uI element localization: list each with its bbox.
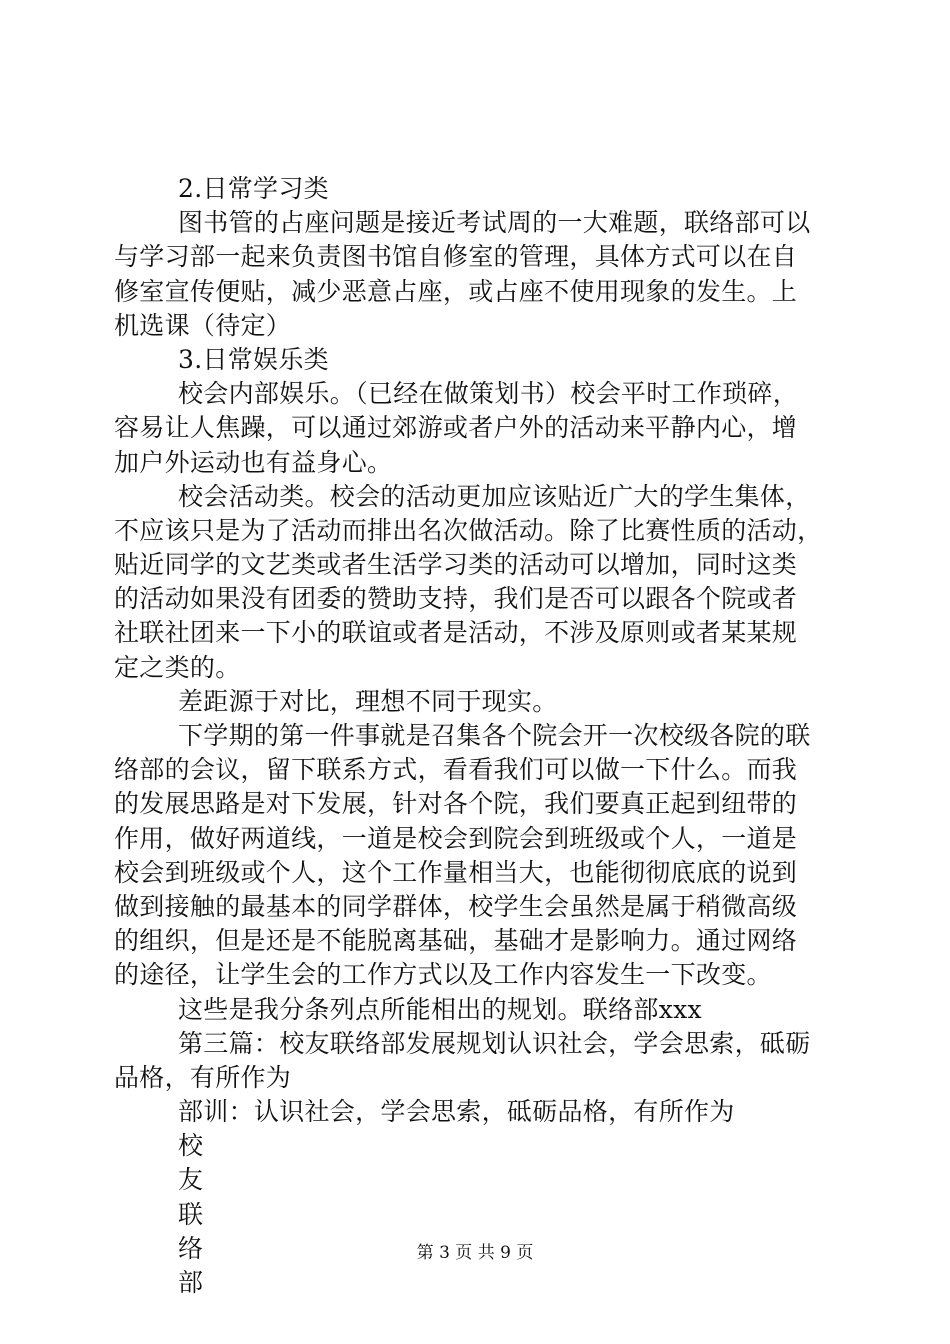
paragraph-line: 机选课（待定） [114,310,292,340]
paragraph-line: 这些是我分条列点所能相出的规划。联络部xxx [178,994,702,1024]
paragraph-line: 作用，做好两道线，一道是校会到院会到班级或个人，一道是 [114,823,798,853]
section-heading: 3.日常娱乐类 [178,344,329,374]
paragraph-line: 定之类的。 [114,652,241,682]
paragraph-line: 加户外运动也有益身心。 [114,447,393,477]
paragraph-line: 校会内部娱乐。（已经在做策划书）校会平时工作琐碎， [178,379,799,409]
paragraph-line: 的发展思路是对下发展，针对各个院，我们要真正起到纽带的 [114,789,798,819]
paragraph-line: 络部的会议，留下联系方式，看看我们可以做一下什么。而我 [114,755,798,785]
paragraph-line: 不应该只是为了活动而排出名次做活动。除了比赛性质的活动， [114,515,823,545]
paragraph-line: 修室宣传便贴，减少恶意占座，或占座不使用现象的发生。上 [114,276,798,306]
paragraph-line: 的组织，但是还是不能脱离基础，基础才是影响力。通过网络 [114,926,798,956]
paragraph-line: 校会活动类。校会的活动更加应该贴近广大的学生集体， [178,481,811,511]
paragraph-line: 校会到班级或个人，这个工作量相当大，也能彻彻底底的说到 [114,857,798,887]
document-body [114,172,844,1300]
paragraph-line: 社联社团来一下小的联谊或者是活动，不涉及原则或者某某规 [114,618,798,648]
paragraph-line: 下学期的第一件事就是召集各个院会开一次校级各院的联 [178,721,811,750]
paragraph-line: 与学习部一起来负责图书馆自修室的管理，具体方式可以在自 [114,242,798,272]
vertical-title-char: 联 [178,1199,204,1229]
vertical-title-char: 络 [178,1233,204,1263]
paragraph-line: 贴近同学的文艺类或者生活学习类的活动可以增加，同时这类 [114,550,798,580]
page-number-footer: 第 3 页 共 9 页 [416,1243,534,1263]
vertical-title-char: 部 [178,1268,204,1297]
paragraph-line: 容易让人焦躁，可以通过郊游或者户外的活动来平静内心，增 [114,413,798,443]
article-title-line: 第三篇：校友联络部发展规划认识社会，学会思索，砥砺 [178,1028,811,1058]
section-heading: 2.日常学习类 [178,174,329,203]
paragraph-line: 做到接触的最基本的同学群体，校学生会虽然是属于稍微高级 [114,891,798,921]
paragraph-line: 差距源于对比，理想不同于现实。 [178,686,558,716]
vertical-title-char: 校 [178,1131,204,1161]
vertical-title-char: 友 [178,1165,204,1195]
paragraph-line: 的途径，让学生会的工作方式以及工作内容发生一下改变。 [114,960,772,990]
paragraph-line: 的活动如果没有团委的赞助支持，我们是否可以跟各个院或者 [114,584,798,614]
department-motto: 部训：认识社会，学会思索，砥砺品格，有所作为 [178,1097,735,1127]
article-title-line: 品格，有所作为 [114,1062,292,1092]
paragraph-line: 图书管的占座问题是接近考试周的一大难题，联络部可以 [178,208,811,238]
